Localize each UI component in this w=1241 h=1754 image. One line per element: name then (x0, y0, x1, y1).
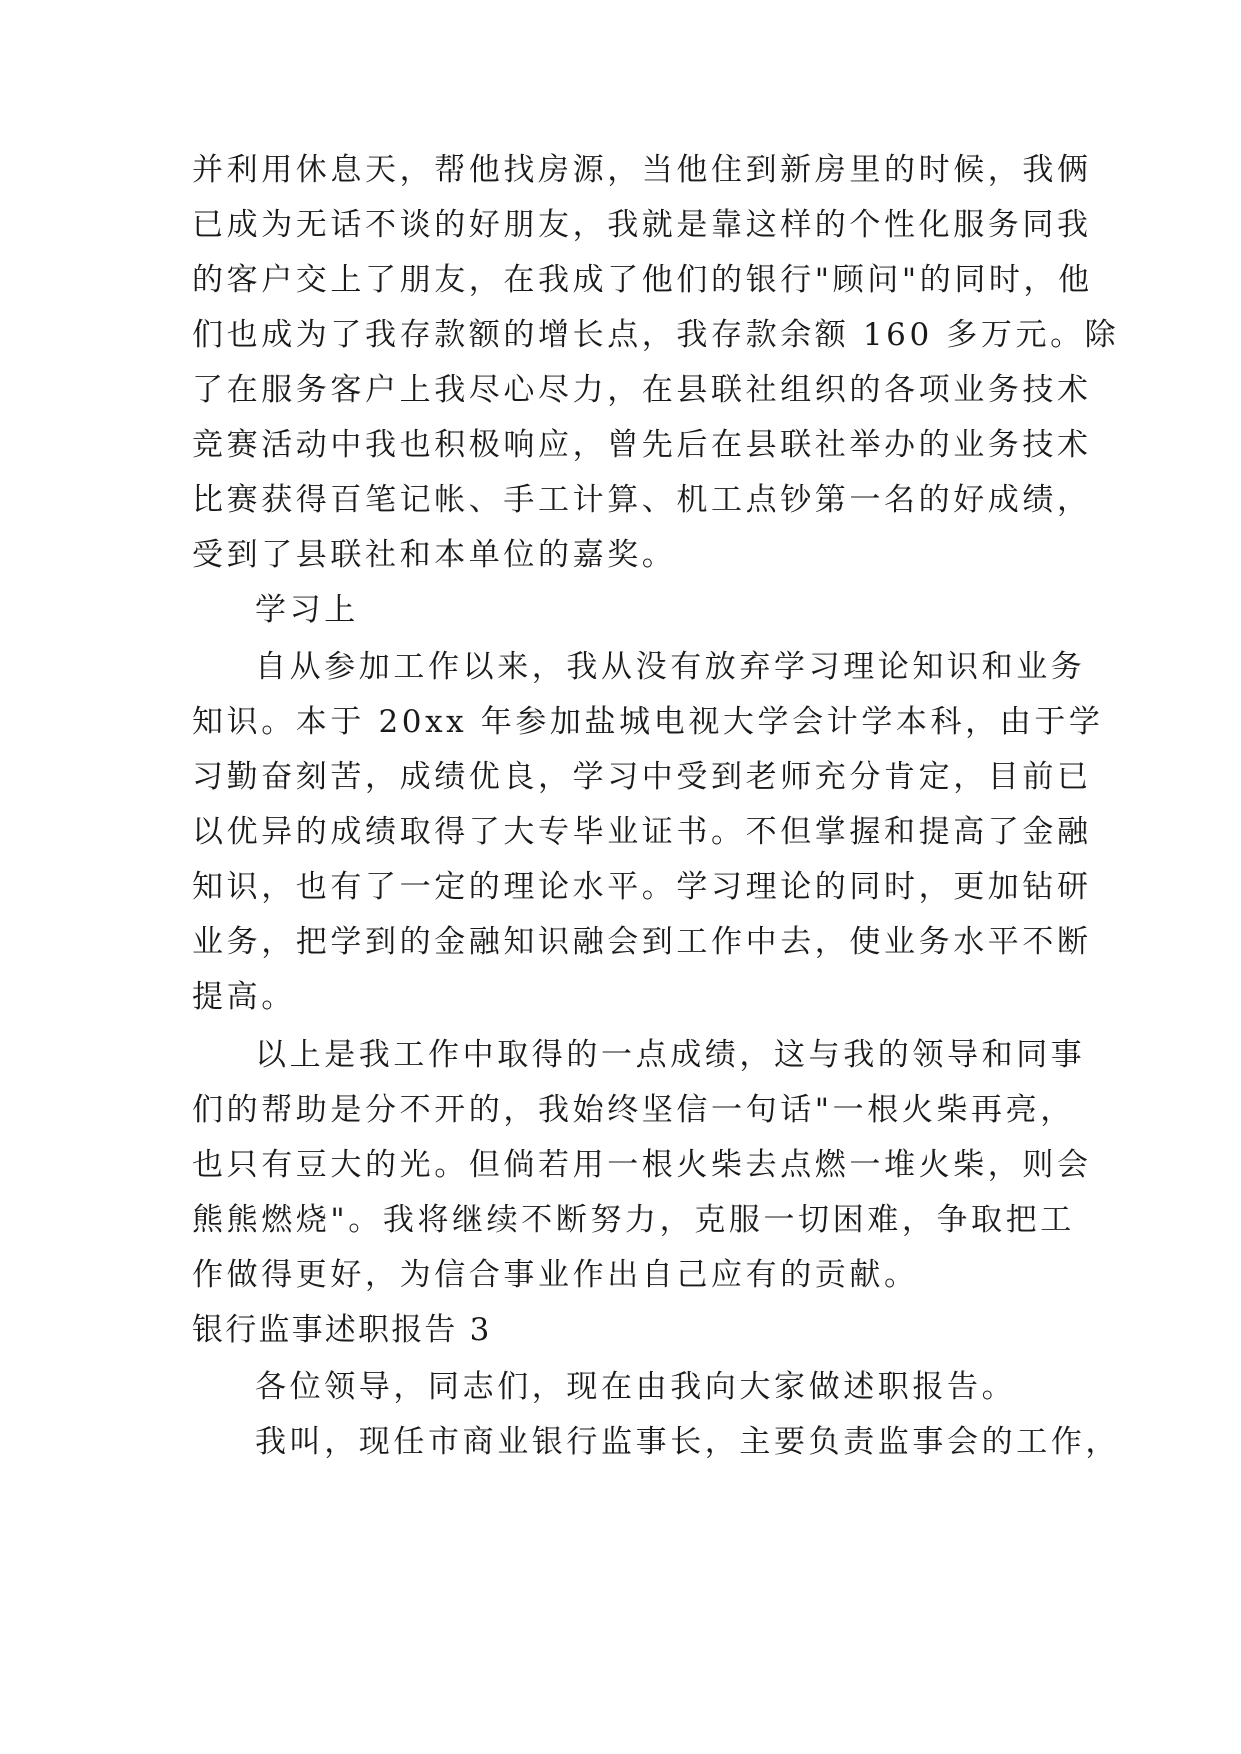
paragraph-line: 自从参加工作以来，我从没有放弃学习理论知识和业务 (255, 649, 1086, 685)
paragraph-line: 知识。本于 20xx 年参加盐城电视大学会计学本科，由于学 (192, 704, 1104, 740)
paragraph-line: 知识，也有了一定的理论水平。学习理论的同时，更加钻研 (192, 869, 1092, 905)
section-heading: 学习上 (255, 592, 359, 628)
paragraph-line: 业务，把学到的金融知识融会到工作中去，使业务水平不断 (192, 924, 1092, 960)
paragraph-line: 受到了县联社和本单位的嘉奖。 (192, 537, 677, 573)
paragraph-line: 竞赛活动中我也积极响应，曾先后在县联社举办的业务技术 (192, 427, 1092, 463)
paragraph-line: 了在服务客户上我尽心尽力，在县联社组织的各项业务技术 (192, 372, 1092, 408)
paragraph-line: 们也成为了我存款额的增长点，我存款余额 160 多万元。除 (192, 317, 1120, 353)
paragraph-line: 们的帮助是分不开的，我始终坚信一句话"一根火柴再亮， (192, 1092, 1075, 1128)
paragraph-line: 熊熊燃烧"。我将继续不断努力，克服一切困难，争取把工 (192, 1202, 1075, 1238)
paragraph-line: 已成为无话不谈的好朋友，我就是靠这样的个性化服务同我 (192, 207, 1092, 243)
paragraph-line: 的客户交上了朋友，在我成了他们的银行"顾问"的同时，他 (192, 262, 1093, 298)
paragraph-line: 比赛获得百笔记帐、手工计算、机工点钞第一名的好成绩， (192, 482, 1092, 518)
paragraph-line: 各位领导，同志们，现在由我向大家做述职报告。 (255, 1369, 1017, 1405)
paragraph-line: 并利用休息天，帮他找房源，当他住到新房里的时候，我俩 (192, 152, 1092, 188)
paragraph-line: 以上是我工作中取得的一点成绩，这与我的领导和同事 (255, 1037, 1086, 1073)
paragraph-line: 提高。 (192, 979, 296, 1015)
paragraph-line: 作做得更好，为信合事业作出自己应有的贡献。 (192, 1257, 919, 1293)
report-title: 银行监事述职报告 3 (192, 1312, 492, 1348)
paragraph-line: 也只有豆大的光。但倘若用一根火柴去点燃一堆火柴，则会 (192, 1147, 1092, 1183)
paragraph-line: 习勤奋刻苦，成绩优良，学习中受到老师充分肯定，目前已 (192, 759, 1092, 795)
paragraph-line: 以优异的成绩取得了大专毕业证书。不但掌握和提高了金融 (192, 814, 1092, 850)
paragraph-line: 我叫，现任市商业银行监事长，主要负责监事会的工作， (255, 1424, 1120, 1460)
